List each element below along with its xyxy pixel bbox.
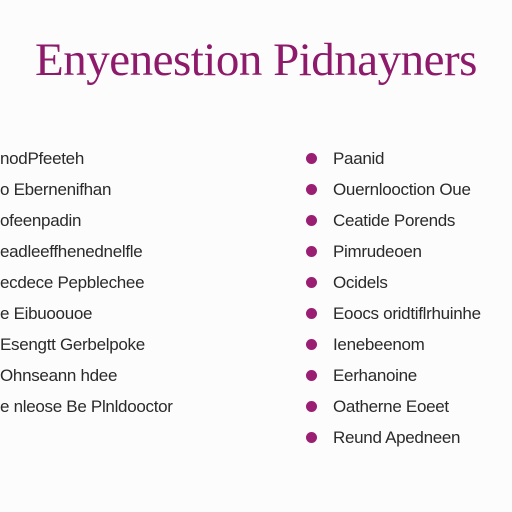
bullet-dot-icon <box>306 432 317 443</box>
list-item <box>0 391 230 422</box>
list-item <box>0 360 230 391</box>
list-item-label: Oatherne Eoeet <box>333 396 449 416</box>
bullet-list-item <box>306 391 506 422</box>
bullet-list-item <box>306 174 506 205</box>
list-item-label: Pimrudeoen <box>333 241 422 261</box>
bullet-list-item <box>306 360 506 391</box>
bullet-dot-icon <box>306 339 317 350</box>
bullet-dot-icon <box>306 277 317 288</box>
list-item-label: Eoocs oridtiflrhuinhe <box>333 303 481 323</box>
list-item-label: Ienebeenom <box>333 334 425 354</box>
list-item-label: Reund Apedneen <box>333 427 461 447</box>
bullet-dot-icon <box>306 153 317 164</box>
list-item-label: Eerhanoine <box>333 365 417 385</box>
list-item <box>0 205 230 236</box>
left-list <box>0 143 230 422</box>
list-item <box>0 236 230 267</box>
list-item <box>0 174 230 205</box>
bullet-dot-icon <box>306 246 317 257</box>
list-item-label: o Ebernenifhan <box>0 179 112 199</box>
list-item <box>0 143 230 174</box>
bullet-list-item <box>306 298 506 329</box>
bullet-list-item <box>306 205 506 236</box>
bullet-list-item <box>306 143 506 174</box>
page-title: Enyenestion Pidnayners <box>35 34 477 86</box>
list-item-label: nodPfeeteh <box>0 148 84 168</box>
list-item-label: ecdece Pepblechee <box>0 272 145 292</box>
bullet-list-item <box>306 422 506 453</box>
list-item-label: Paanid <box>333 148 385 168</box>
right-list <box>306 143 506 453</box>
bullet-dot-icon <box>306 308 317 319</box>
list-item-label: e nleose Be Plnldooctor <box>0 396 173 416</box>
bullet-dot-icon <box>306 184 317 195</box>
bullet-dot-icon <box>306 401 317 412</box>
list-item-label: ofeenpadin <box>0 210 82 230</box>
list-item-label: Ouernlooction Oue <box>333 179 471 199</box>
list-item-label: e Eibuoouoe <box>0 303 93 323</box>
list-item-label: Ceatide Porends <box>333 210 456 230</box>
list-item <box>0 329 230 360</box>
list-item-label: eadleeffhenednelfle <box>0 241 143 261</box>
list-item <box>0 298 230 329</box>
list-item <box>0 267 230 298</box>
list-item-label: Ocidels <box>333 272 388 292</box>
bullet-list-item <box>306 329 506 360</box>
bullet-dot-icon <box>306 215 317 226</box>
list-item-label: Esengtt Gerbelpoke <box>0 334 145 354</box>
list-item-label: Ohnseann hdee <box>0 365 118 385</box>
bullet-list-item <box>306 236 506 267</box>
bullet-dot-icon <box>306 370 317 381</box>
bullet-list-item <box>306 267 506 298</box>
